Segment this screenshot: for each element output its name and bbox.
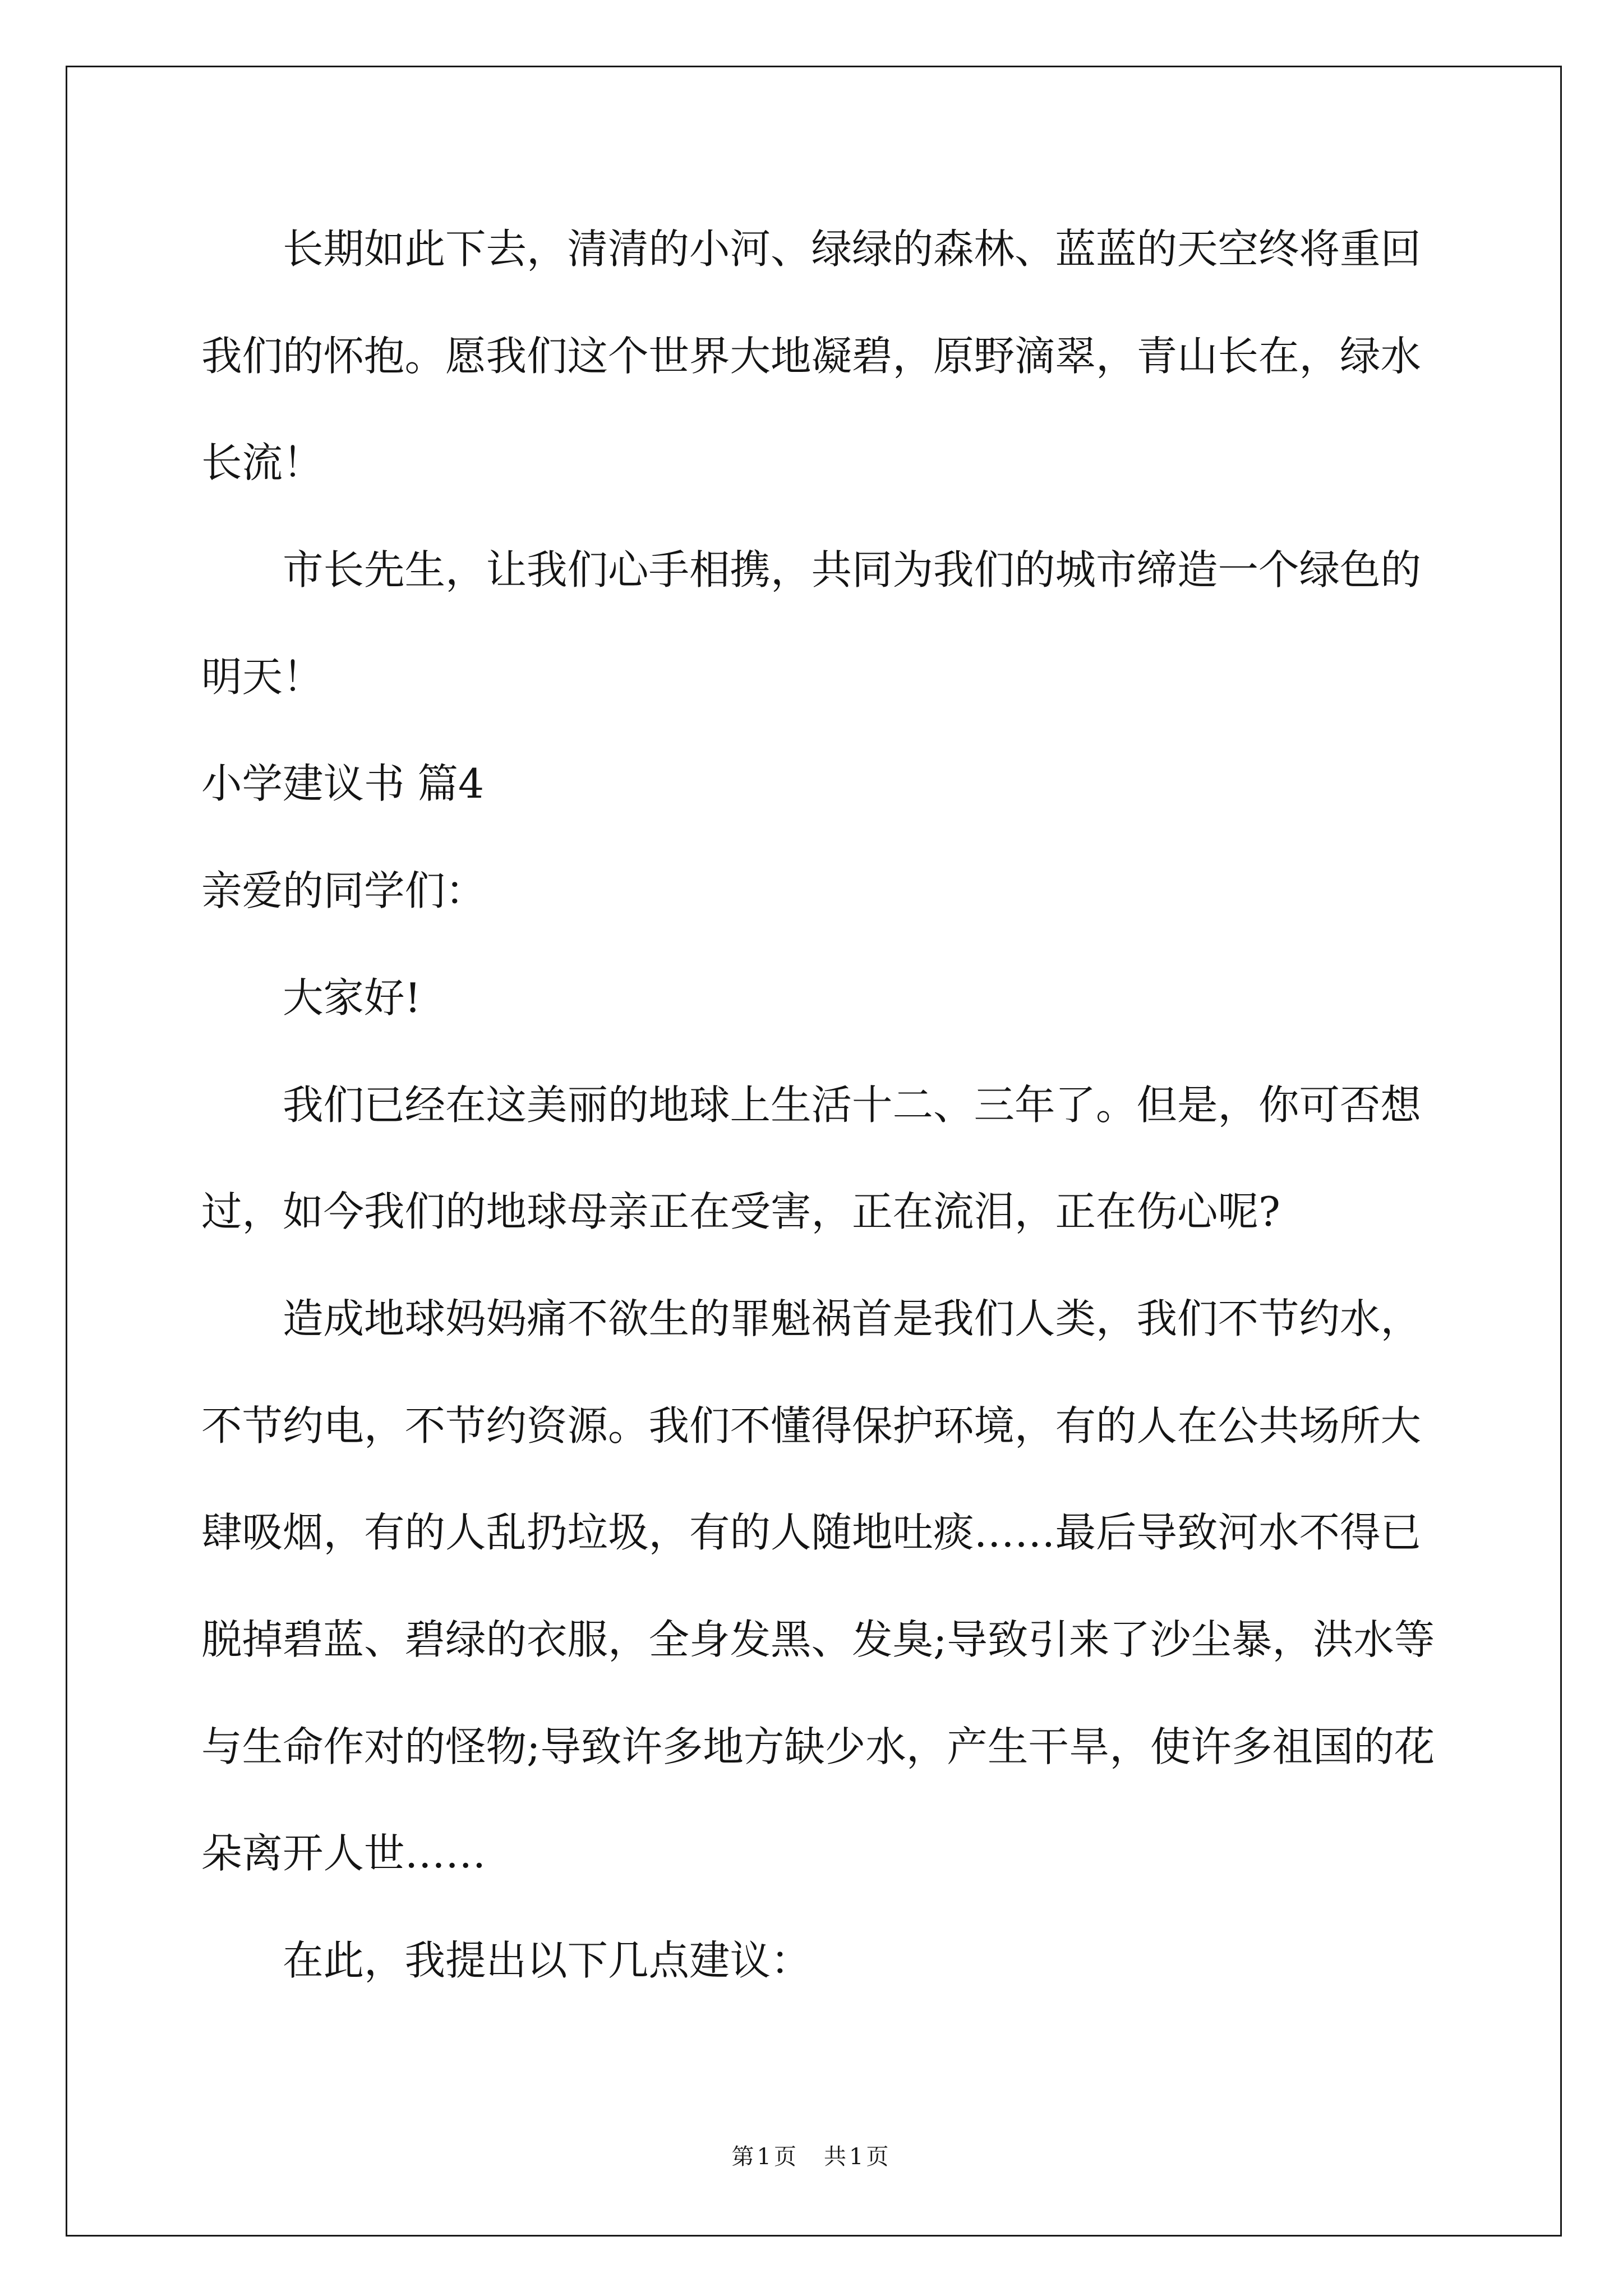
text-line: 我们的怀抱。愿我们这个世界大地凝碧，原野滴翠，青山长在，绿水	[201, 333, 1421, 380]
section-heading: 小学建议书 篇4	[201, 761, 485, 808]
document-body	[201, 196, 1508, 2015]
text-line: 长期如此下去，清清的小河、绿绿的森林、蓝蓝的天空终将重回	[283, 226, 1421, 273]
text-line: 过，如今我们的地球母亲正在受害，正在流泪，正在伤心呢?	[201, 1189, 1280, 1236]
paragraph	[201, 517, 1508, 731]
page-footer	[0, 2142, 1623, 2172]
text-line: 市长先生，让我们心手相携，共同为我们的城市缔造一个绿色的	[283, 547, 1421, 595]
paragraph	[201, 1266, 1508, 1908]
text-line: 长流！	[201, 440, 324, 487]
salutation: 亲爱的同学们：	[201, 868, 486, 915]
paragraph	[201, 1052, 1508, 1266]
text-line: 脱掉碧蓝、碧绿的衣服，全身发黑、发臭;导致引来了沙尘暴，洪水等	[201, 1616, 1435, 1664]
text-line: 在此，我提出以下几点建议：	[283, 1938, 811, 1985]
text-line: 我们已经在这美丽的地球上生活十二、三年了。但是，你可否想	[283, 1082, 1421, 1129]
page-count: 共1页	[824, 2144, 892, 2170]
text-line: 不节约电，不节约资源。我们不懂得保护环境，有的人在公共场所大	[201, 1402, 1421, 1450]
page-number: 第1页	[731, 2144, 799, 2170]
text-line: 造成地球妈妈痛不欲生的罪魁祸首是我们人类，我们不节约水，	[283, 1295, 1421, 1343]
text-line: 朵离开人世……	[201, 1830, 486, 1878]
text-line: 与生命作对的怪物;导致许多地方缺少水，产生干旱，使许多祖国的花	[201, 1723, 1435, 1771]
paragraph	[201, 1908, 1508, 2015]
greeting: 大家好!	[283, 974, 421, 1022]
paragraph	[201, 196, 1508, 517]
text-line: 肆吸烟，有的人乱扔垃圾，有的人随地吐痰……最后导致河水不得已	[201, 1510, 1421, 1557]
text-line: 明天！	[201, 654, 324, 701]
